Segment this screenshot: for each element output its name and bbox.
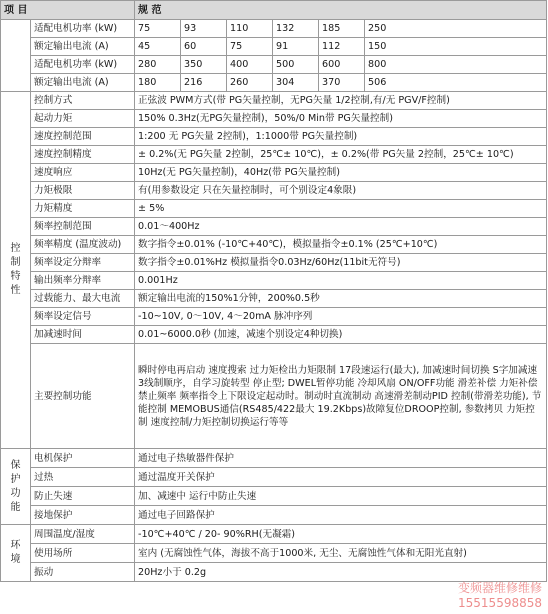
header-spec: 规 范 <box>135 1 547 20</box>
row-value: 数字指令±0.01% (-10℃+40℃)，模拟量指令±0.1% (25℃+10℃) <box>135 236 547 254</box>
row-value: 额定输出电流的150%1分钟，200%0.5秒 <box>135 290 547 308</box>
control-category-label: 控制特性 <box>10 243 21 296</box>
motor-value: 260 <box>227 74 273 92</box>
row-value: 数字指令±0.01%Hz 模拟量指令0.03Hz/60Hz(11bit无符号) <box>135 254 547 272</box>
motor-value: 60 <box>181 38 227 56</box>
protection-category <box>1 449 31 525</box>
environment-row <box>1 563 547 582</box>
row-value: 20Hz小于 0.2g <box>135 563 547 582</box>
motor-value: 400 <box>227 56 273 74</box>
row-label: 起动力矩 <box>31 110 135 128</box>
row-label: 控制方式 <box>31 92 135 110</box>
control-row <box>1 326 547 344</box>
control-row <box>1 128 547 146</box>
motor-value: 304 <box>273 74 319 92</box>
row-value: 150% 0.3Hz(无PG矢量控制)，50%/0 Min带 PG矢量控制) <box>135 110 547 128</box>
motor-row <box>1 38 547 56</box>
motor-value: 75 <box>135 20 181 38</box>
protection-row <box>1 449 547 468</box>
motor-value: 91 <box>273 38 319 56</box>
motor-value: 112 <box>319 38 365 56</box>
motor-value: 350 <box>181 56 227 74</box>
row-value: 0.01～400Hz <box>135 218 547 236</box>
row-label: 速度控制范围 <box>31 128 135 146</box>
motor-value: 180 <box>135 74 181 92</box>
row-label: 加减速时间 <box>31 326 135 344</box>
row-label: 频率精度 (温度波动) <box>31 236 135 254</box>
row-value: 1:200 无 PG矢量 2控制)，1:1000带 PG矢量控制) <box>135 128 547 146</box>
motor-row <box>1 74 547 92</box>
motor-row <box>1 20 547 38</box>
row-label: 使用场所 <box>31 544 135 563</box>
motor-value: 45 <box>135 38 181 56</box>
control-row <box>1 110 547 128</box>
motor-value: 370 <box>319 74 365 92</box>
row-value: -10℃+40℃ / 20- 90%RH(无凝霜) <box>135 525 547 544</box>
row-value: 通过电子回路保护 <box>135 506 547 525</box>
control-row <box>1 344 547 449</box>
control-row <box>1 182 547 200</box>
row-label: 过载能力、最大电流 <box>31 290 135 308</box>
watermark-text: 变频器维修维修 <box>457 581 542 595</box>
row-value: ± 5% <box>135 200 547 218</box>
row-value: 0.001Hz <box>135 272 547 290</box>
control-row <box>1 92 547 110</box>
control-row <box>1 218 547 236</box>
row-label: 防止失速 <box>31 487 135 506</box>
row-label: 力矩极限 <box>31 182 135 200</box>
header-item: 项 目 <box>1 1 135 20</box>
motor-value: 132 <box>273 20 319 38</box>
motor-value: 280 <box>135 56 181 74</box>
environment-row <box>1 525 547 544</box>
environment-category-label: 环境 <box>10 540 21 565</box>
row-label: 频率设定信号 <box>31 308 135 326</box>
protection-row <box>1 468 547 487</box>
motor-value: 800 <box>365 56 547 74</box>
control-row <box>1 236 547 254</box>
protection-category-label: 保护功能 <box>10 459 21 513</box>
motor-value: 250 <box>365 20 547 38</box>
protection-row <box>1 487 547 506</box>
control-row <box>1 164 547 182</box>
row-label: 力矩精度 <box>31 200 135 218</box>
row-value: 有(用参数设定 只在矢量控制时，可个别设定4象限) <box>135 182 547 200</box>
row-value: ± 0.2%(无 PG矢量 2控制，25℃± 10℃)，± 0.2%(带 PG矢量 2控制，25℃± 10℃) <box>135 146 547 164</box>
control-row <box>1 254 547 272</box>
control-row <box>1 146 547 164</box>
row-value: 通过电子热敏器件保护 <box>135 449 547 468</box>
motor-value: 110 <box>227 20 273 38</box>
environment-row <box>1 544 547 563</box>
header-row <box>1 1 547 20</box>
row-label: 电机保护 <box>31 449 135 468</box>
watermark-phone: 15515598858 <box>458 596 542 610</box>
row-value: 加、减速中 运行中防止失速 <box>135 487 547 506</box>
row-label: 接地保护 <box>31 506 135 525</box>
protection-row <box>1 506 547 525</box>
control-category <box>1 92 31 449</box>
motor-value: 185 <box>319 20 365 38</box>
motor-value: 500 <box>273 56 319 74</box>
control-row <box>1 290 547 308</box>
control-row <box>1 200 547 218</box>
row-value: 正弦波 PWM方式(带 PG矢量控制，无PG矢量 1/2控制,有/无 PGV/F控制) <box>135 92 547 110</box>
row-label: 适配电机功率 (kW) <box>31 56 135 74</box>
row-label: 速度控制精度 <box>31 146 135 164</box>
environment-category <box>1 525 31 582</box>
row-value: 室内 (无腐蚀性气体，海拔不高于1000米, 无尘、无腐蚀性气体和无阳光直射) <box>135 544 547 563</box>
motor-row <box>1 56 547 74</box>
motor-value: 150 <box>365 38 547 56</box>
motor-value: 93 <box>181 20 227 38</box>
motor-value: 506 <box>365 74 547 92</box>
row-value: 0.01~6000.0秒 (加速，减速个别设定4种切换) <box>135 326 547 344</box>
row-value: 瞬时停电再启动 速度搜索 过力矩检出力矩限制 17段速运行(最大), 加减速时间切换 S字加减速 3线制顺序，自学习旋转型 停止型; DWEL暂停功能 冷却风扇 ON/OFF功能 滑差补偿 力矩补偿 禁止频率 频率指令上下限设定起动时。制动时直流制动 高速滑差制动PID 控制(带滑差功能), 节能控制 MEMOBUS通信(RS485/422最大 19.2Kbps)故障复位DROOP控制, 参数拷贝 力矩控制 速度控制/力矩控制切换运行等等 <box>135 344 547 449</box>
row-label: 过热 <box>31 468 135 487</box>
row-value: -10~10V, 0～10V, 4～20mA 脉冲序列 <box>135 308 547 326</box>
motor-value: 75 <box>227 38 273 56</box>
row-label: 额定输出电流 (A) <box>31 38 135 56</box>
row-label: 输出频率分辩率 <box>31 272 135 290</box>
row-label: 额定输出电流 (A) <box>31 74 135 92</box>
row-label: 振动 <box>31 563 135 582</box>
row-value: 10Hz(无 PG矢量控制)，40Hz(带 PG矢量控制) <box>135 164 547 182</box>
blank-category-cell <box>1 20 31 92</box>
row-label: 速度响应 <box>31 164 135 182</box>
control-row <box>1 308 547 326</box>
row-label: 频率设定分辩率 <box>31 254 135 272</box>
row-label: 适配电机功率 (kW) <box>31 20 135 38</box>
row-label: 周围温度/湿度 <box>31 525 135 544</box>
row-value: 通过温度开关保护 <box>135 468 547 487</box>
row-label: 主要控制功能 <box>31 344 135 449</box>
motor-value: 216 <box>181 74 227 92</box>
watermark <box>458 581 542 611</box>
motor-value: 600 <box>319 56 365 74</box>
control-row <box>1 272 547 290</box>
row-label: 频率控制范围 <box>31 218 135 236</box>
